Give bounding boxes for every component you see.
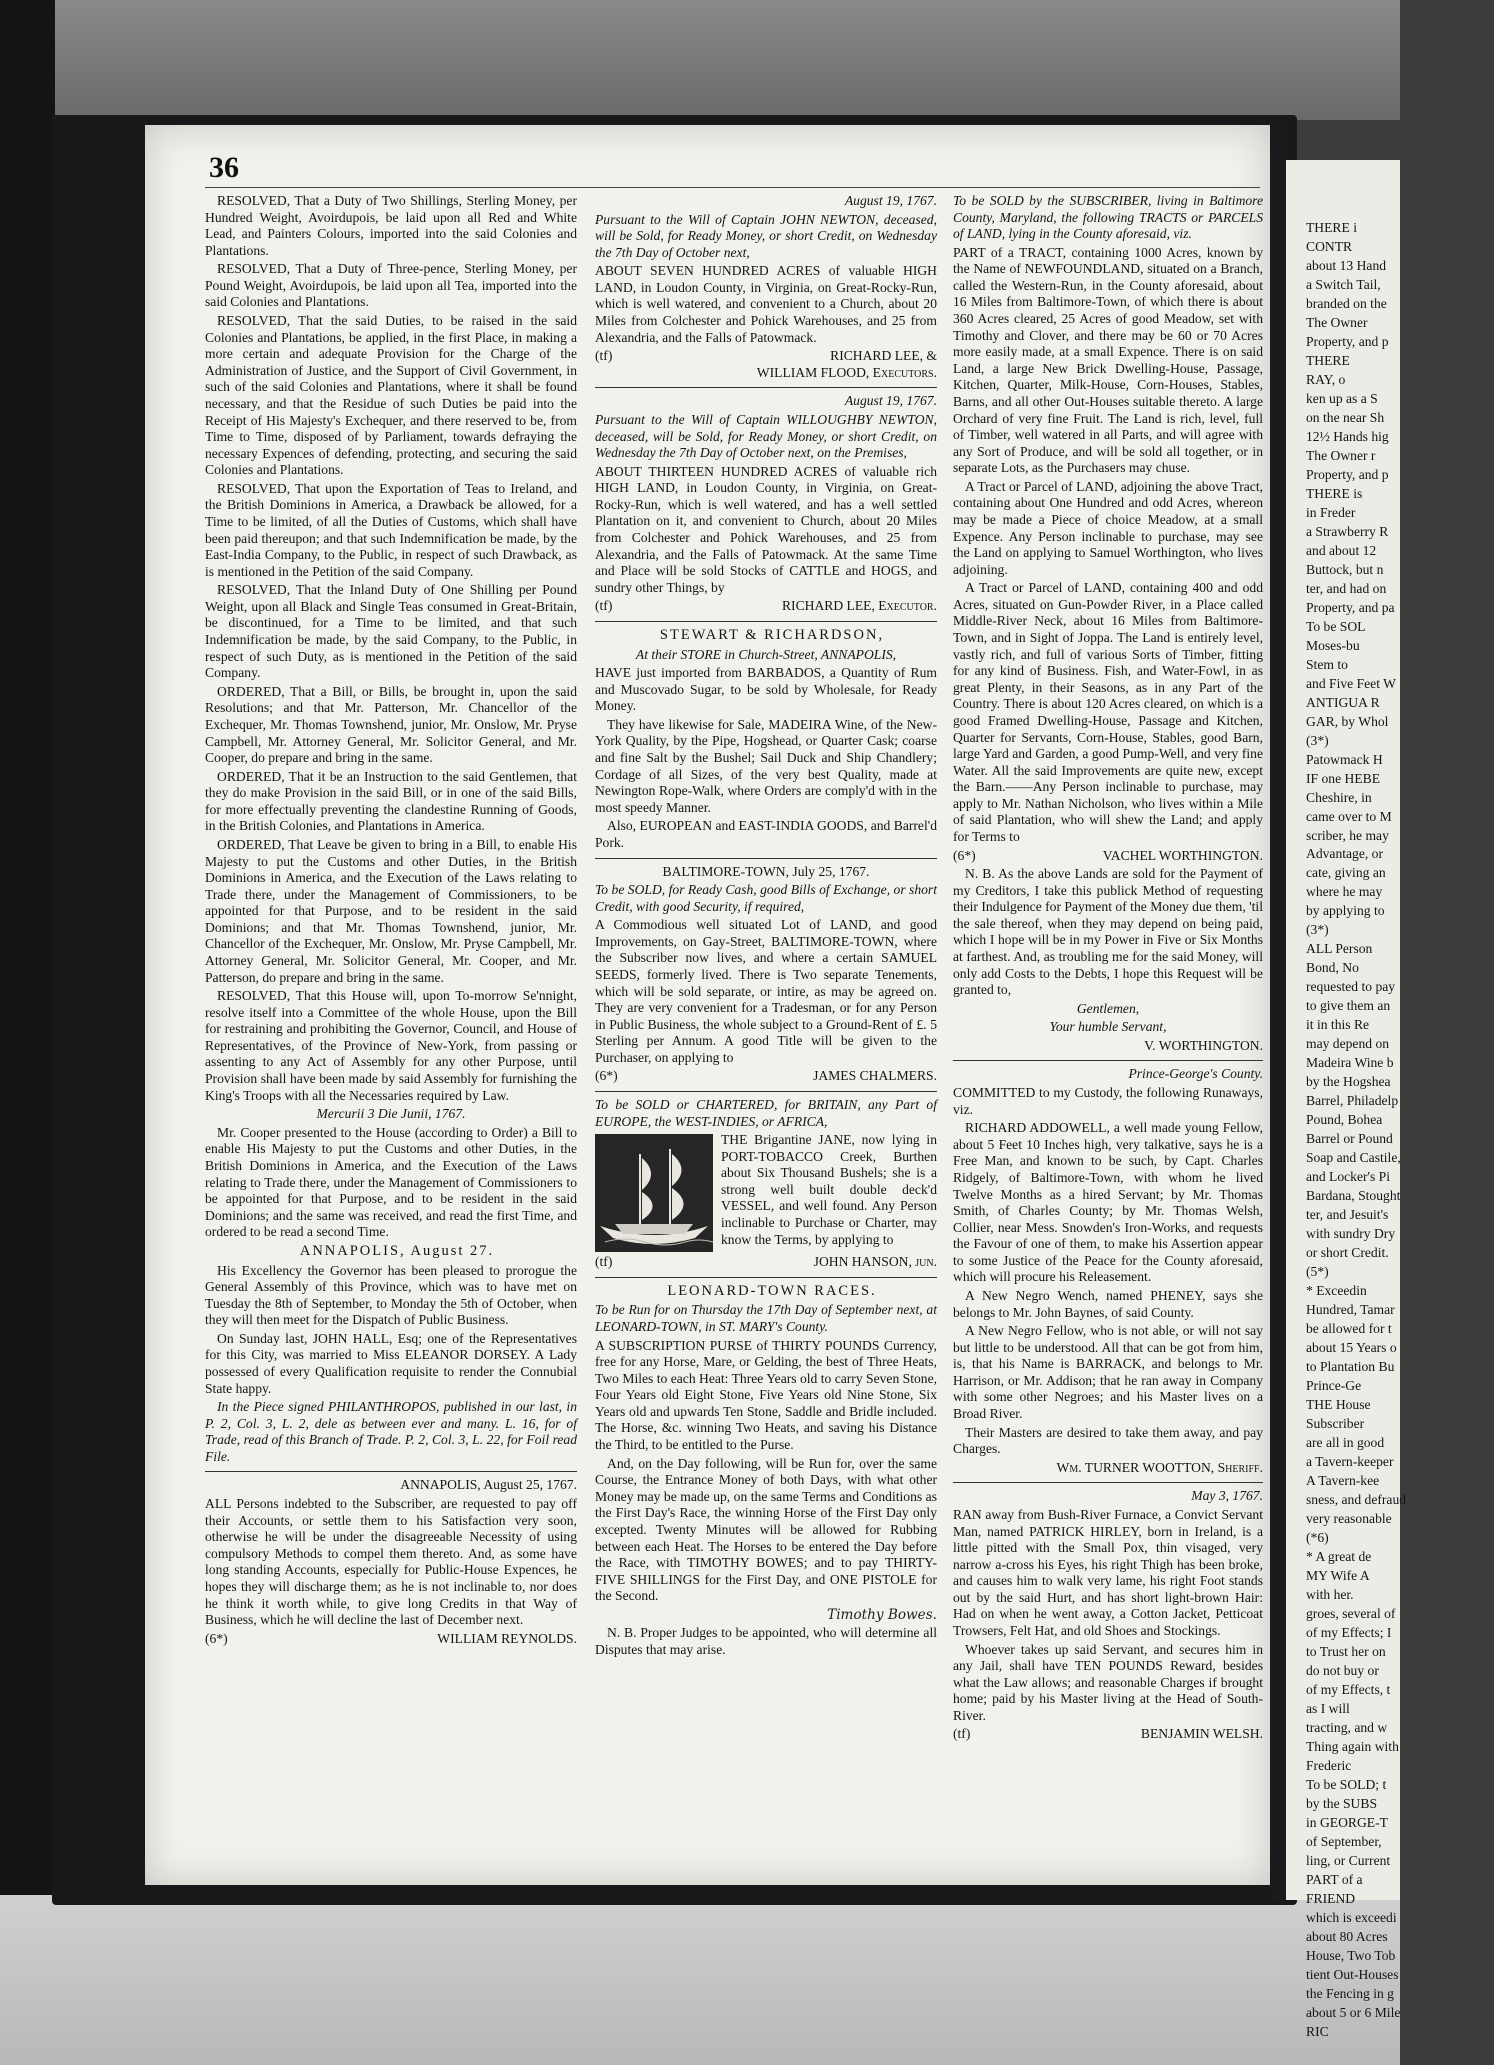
- fragment-line: and about 12: [1306, 542, 1377, 558]
- reynolds-dateline: ANNAPOLIS, August 25, 1767.: [400, 1477, 577, 1493]
- fragment-line: branded on the: [1306, 295, 1387, 311]
- fragment-line: Cheshire, in: [1306, 789, 1372, 805]
- fragment-line: about 80 Acres: [1306, 1928, 1388, 1944]
- fragment-line: Stem to: [1306, 656, 1348, 672]
- lee-date: August 19, 1767.: [844, 393, 937, 409]
- fragment-line: in Freder: [1306, 504, 1356, 520]
- fragment-line: of September,: [1306, 1833, 1382, 1849]
- fragment-line: ter, and Jesuit's: [1306, 1207, 1389, 1223]
- worthington-intro: To be SOLD by the SUBSCRIBER, living in Baltimore County, Maryland, the following TRACTS or PARCELS of LAND, lying in the County aforesaid, viz.: [953, 193, 1263, 242]
- fragment-line: Property, and p: [1306, 466, 1389, 482]
- fragment-line: 12½ Hands hig: [1306, 428, 1389, 444]
- separator-rule: [205, 1471, 577, 1472]
- ad-code: (tf): [595, 598, 613, 614]
- chalmers-signature: JAMES CHALMERS.: [813, 1068, 937, 1084]
- fragment-line: as I will: [1306, 1700, 1350, 1716]
- page-number: 36: [209, 151, 239, 184]
- wootton-body-3: A New Negro Wench, named PHENEY, says she belongs to Mr. John Baynes, of said County.: [953, 1288, 1263, 1320]
- wootton-body-5: Their Masters are desired to take them away, and pay Charges.: [953, 1424, 1263, 1457]
- fragment-line: MY Wife A: [1306, 1567, 1370, 1583]
- lee-intro: Pursuant to the Will of Captain WILLOUGHBY NEWTON, deceased, will be Sold, for Ready Money, or short Credit, on Wednesday the 7th Day of October next, on the Premises,: [595, 411, 937, 461]
- scan-background-bottom: [0, 1895, 1400, 2065]
- signature-line: RICHARD LEE, &: [830, 348, 937, 364]
- fragment-line: to Plantation Bu: [1306, 1359, 1395, 1375]
- welsh-body: RAN away from Bush-River Furnace, a Convict Servant Man, named PATRICK HIRLEY, born in Ireland, is a little pitted with the Small Pox, thin visaged, very narrow a-cross his Eyes, his right Thigh has been broke, and causes him to walk very lame, his right Foot stands out by the said Hurt, and has short light-brown Hair: Had on when he went away, a Cotton Jacket, Petticoat Trowsers, Felt Hat, and old Shoes and Stockings.: [953, 1506, 1263, 1638]
- fragment-line: with sundry Dry: [1306, 1226, 1396, 1242]
- fragment-line: Soap and Castile,: [1306, 1150, 1401, 1166]
- marriage-paragraph: On Sunday last, JOHN HALL, Esq; one of the Representatives for this City, was married to Miss ELEANOR DORSEY. A Lady possessed of every Qualification requisite to render the Connubial State happy.: [205, 1330, 577, 1396]
- welsh-date: May 3, 1767.: [1191, 1488, 1263, 1504]
- fragment-line: very reasonable: [1306, 1510, 1392, 1526]
- separator-rule: [953, 1482, 1263, 1483]
- cooper-paragraph: Mr. Cooper presented to the House (according to Order) a Bill to enable His Majesty to put the Customs and other Duties, in the British Dominions in America, and the Execution of the Laws relating to Trade there, under the Management of Commissioners to be appointed for that Purpose, and to be resident in the said Dominions; and the same was received, and read the first Time, and ordered to be read a second Time.: [205, 1124, 577, 1240]
- lee-flood-date: August 19, 1767.: [844, 193, 937, 208]
- chalmers-intro: To be SOLD, for Ready Cash, good Bills of Exchange, or short Credit, with good Security, if required,: [595, 882, 937, 914]
- ad-code: (6*): [595, 1068, 618, 1084]
- fragment-line: ken up as a S: [1306, 390, 1378, 406]
- resolution-paragraph: RESOLVED, That upon the Exportation of Teas to Ireland, and the British Dominions in America, a Drawback be allowed, for a Time to be limited, of all the Duties of Customs, which shall have been paid thereupon; and that such Indemnification be made, by the East-India Company, to the Public, in respect of such Drawback, as is mentioned in the Petition of the said Company.: [205, 480, 577, 579]
- fragment-line: ter, and had on: [1306, 580, 1387, 596]
- welsh-signature: BENJAMIN WELSH.: [1140, 1726, 1263, 1742]
- errata-note: In the Piece signed PHILANTHROPOS, published in our last, in P. 2, Col. 3, L. 2, dele as between ever and many. L. 16, for of Trade, read of this Branch of Trade. P. 2, Col. 3, L. 22, for Foil read File.: [205, 1399, 577, 1464]
- column-1: [205, 193, 577, 1873]
- fragment-line: to Trust her on: [1306, 1643, 1386, 1659]
- fragment-line: by the Hogshea: [1306, 1074, 1391, 1090]
- fragment-line: Property, and pa: [1306, 599, 1395, 615]
- order-paragraph: ORDERED, That Leave be given to bring in a Bill, to enable His Majesty to put the Customs and other Duties, in the British Dominions in America, and the Execution of the Laws relating to Trade there, under the Management of Commissioners, to be appointed for that Purpose, and to be resident in the said Dominions; and that Mr. Thomas Townshend, junior, Mr. Chancellor of the Exchequer, Mr. Onslow, Mr. Pryse Campbell, Mr. Attorney General, Mr. Solicitor General, Mr. Cooper, and Mr. Patterson, do prepare and bring in the same.: [205, 836, 577, 985]
- fragment-line: a Switch Tail,: [1306, 276, 1381, 292]
- fragment-line: THERE: [1306, 352, 1350, 368]
- races-intro: To be Run for on Thursday the 17th Day of September next, at LEONARD-TOWN, in ST. MARY's County.: [595, 1302, 937, 1335]
- separator-rule: [595, 621, 937, 622]
- fragment-line: Madeira Wine b: [1306, 1055, 1394, 1071]
- wootton-signature: Wm. TURNER WOOTTON, Sheriff.: [1056, 1459, 1263, 1475]
- fragment-line: on the near Sh: [1306, 409, 1385, 425]
- order-paragraph: ORDERED, That it be an Instruction to the said Gentlemen, that they do make Provision in the said Bill, or in one of the said Bills, for more effectually preventing the clandestine Running of Goods, in the British Colonies, and Plantations in America.: [205, 768, 577, 834]
- chalmers-footer: [595, 1068, 937, 1085]
- lee-flood-body: ABOUT SEVEN HUNDRED ACRES of valuable HIGH LAND, in Loudon County, in Virginia, on Great-Rocky-Run, which is well watered, and convenient to a Church, about 20 Miles from Colchester and Pohick Warehouses, and 25 from Alexandria, and the Falls of Patowmack.: [595, 263, 937, 345]
- wootton-body-4: A New Negro Fellow, who is not able, or will not say but little to be understood. All that can be got from him, is, that his Name is BARRACK, and belongs to Mr. Harrison, or Mr. Addison; that he ran away in Company with some other Negroes; and his Master lives on a Broad River.: [953, 1323, 1263, 1422]
- fragment-line: THERE is: [1306, 485, 1363, 501]
- fragment-line: Frederic: [1306, 1757, 1352, 1773]
- fragment-line: A Tavern-kee: [1306, 1472, 1380, 1488]
- stewart-body-2: They have likewise for Sale, MADEIRA Wine, of the New-York Quality, by the Pipe, Hogshead, or Quarter Cask; coarse and fine Salt by the Bushel; Sail Duck and Ship Chandlery; Cordage of all Sizes, of the very best Quality, made at Newington Rope-Walk, where Orders are comply'd with in the most speedy Manner.: [595, 716, 937, 815]
- fragment-line: To be SOLD; t: [1306, 1776, 1387, 1792]
- separator-rule: [595, 387, 937, 388]
- fragment-line: are all in good: [1306, 1435, 1385, 1450]
- scan-background-top: [0, 0, 1400, 120]
- fragment-line: tient Out-Houses: [1306, 1966, 1399, 1982]
- stewart-body: HAVE just imported from BARBADOS, a Quantity of Rum and Muscovado Sugar, to be sold by Wholesale, for Ready Money.: [595, 665, 937, 714]
- fragment-line: RAY, o: [1306, 371, 1346, 387]
- fragment-line: THE House: [1306, 1397, 1371, 1413]
- fragment-line: be allowed for t: [1306, 1321, 1392, 1337]
- fragment-line: ling, or Current: [1306, 1852, 1391, 1868]
- date-line: Mercurii 3 Die Junii, 1767.: [316, 1106, 466, 1122]
- separator-rule: [595, 858, 937, 859]
- fragment-line: in GEORGE-T: [1306, 1814, 1388, 1830]
- header-rule: [205, 187, 1260, 188]
- ship-woodcut-icon: [595, 1134, 713, 1252]
- welsh-footer: [953, 1726, 1263, 1743]
- annapolis-heading: ANNAPOLIS, August 27.: [299, 1242, 495, 1259]
- fragment-line: of my Effects; I: [1306, 1624, 1392, 1640]
- ad-code: (6*): [953, 847, 976, 863]
- fragment-line: tracting, and w: [1306, 1719, 1388, 1735]
- fragment-line: Barrel, Philadelp: [1306, 1093, 1399, 1109]
- ad-code: (6*): [205, 1630, 228, 1646]
- reynolds-footer: [205, 1631, 577, 1648]
- ad-code: (tf): [595, 348, 613, 364]
- fragment-line: ALL Person: [1306, 941, 1373, 957]
- fragment-line: Bardana, Stought: [1306, 1188, 1401, 1204]
- separator-rule: [595, 1091, 937, 1092]
- ad-code: (tf): [595, 1254, 613, 1270]
- resolution-paragraph: RESOLVED, That the said Duties, to be raised in the said Colonies and Plantations, be applied, in the first Place, in making a more certain and adequate Provision for the Charge of the Administration of Justice, and the Support of Civil Government, in such of the said Colonies and Plantations, where it shall be found necessary, and that the Residue of such Duties be paid into the Receipt of His Majesty's Exchequer, and there reserved to be, from Time to Time, disposed of by Parliament, towards defraying the necessary Expences of defending, protecting, and securing the said Colonies and Plantations.: [205, 313, 577, 478]
- fragment-line: Prince-Ge: [1306, 1378, 1362, 1394]
- fragment-line: THERE i: [1306, 220, 1357, 235]
- fragment-line: with her.: [1306, 1586, 1354, 1602]
- separator-rule: [953, 1060, 1263, 1061]
- ad-code: (tf): [953, 1726, 971, 1742]
- resolution-paragraph: RESOLVED, That a Duty of Two Shillings, Sterling Money, per Hundred Weight, Avoirdupois, be laid upon all Red and White Lead, and Painters Colours, imported into the said Colonies and Plantations.: [205, 193, 577, 258]
- fragment-line: came over to M: [1306, 808, 1392, 824]
- fragment-line: Subscriber: [1306, 1416, 1365, 1432]
- races-nb: N. B. Proper Judges to be appointed, who will determine all Disputes that may arise.: [595, 1625, 937, 1657]
- stewart-heading: STEWART & RICHARDSON,: [659, 626, 885, 643]
- hanson-intro: To be SOLD or CHARTERED, for BRITAIN, any Part of EUROPE, the WEST-INDIES, or AFRICA,: [595, 1097, 937, 1129]
- fragment-line: requested to pay: [1306, 979, 1396, 995]
- lee-footer: [595, 598, 937, 615]
- fragment-line: Buttock, but n: [1306, 561, 1384, 577]
- wootton-county: Prince-George's County.: [1128, 1066, 1263, 1082]
- fragment-line: RIC: [1306, 2023, 1329, 2039]
- worthington-body-3: A Tract or Parcel of LAND, containing 400 and odd Acres, situated on Gun-Powder River, in a Place called Middle-River Neck, about 16 Miles from Baltimore-Town, and in Sight of Joppa. The Land is entirely level, vastly rich, and full of various Sorts of Timber, fitting for any kind of Business. Fish, and Water-Fowl, in as great Plenty, in their Seasons, as in any Part of the Country. There is about 120 Acres cleared, on which is a good Framed Dwelling-House, Passage and Kitchen, Quarter for Servants, Corn-House, Stables, good Barn, large Yard and Garden, a good Pump-Well, and very fine Water. All the said Improvements are quite new, except the Barn.——Any Person inclinable to purchase, may apply to Mr. Nathan Nicholson, who lives within a Mile of said Plantation, who will shew the Land; and apply for Terms to: [953, 580, 1263, 844]
- resolution-paragraph: RESOLVED, That this House will, upon To-morrow Se'nnight, resolve itself into a Committee of the whole House, upon the Bill for restraining and prohibiting the Governor, Council, and House of Representatives, of the Province of New-York, from passing or assenting to any Act of Assembly for any other Purpose, until Provision shall have been made by said Assembly for furnishing the King's Troops with all the Necessaries required by Law.: [205, 988, 577, 1103]
- fragment-line: a Tavern-keeper: [1306, 1453, 1394, 1469]
- fragment-line: CONTR: [1306, 238, 1353, 254]
- scan-background-left: [0, 0, 55, 2065]
- fragment-line: scriber, he may: [1306, 827, 1389, 843]
- stewart-body-3: Also, EUROPEAN and EAST-INDIA GOODS, and Barrel'd Pork.: [595, 818, 937, 850]
- fragment-line: (*6): [1306, 1529, 1329, 1545]
- fragment-line: about 5 or 6 Mile: [1306, 2004, 1401, 2020]
- column-3: [953, 193, 1263, 1873]
- fragment-line: a Strawberry R: [1306, 523, 1389, 539]
- order-paragraph: ORDERED, That a Bill, or Bills, be brought in, upon the said Resolutions; and that Mr. Patterson, Mr. Chancellor of the Exchequer, Mr. Thomas Townshend, junior, Mr. Onslow, Mr. Pryse Campbell, Mr. Attorney General, Mr. Solicitor General, and Mr. Cooper, do prepare and bring in the same.: [205, 683, 577, 766]
- fragment-line: and Five Feet W: [1306, 675, 1396, 691]
- fragment-line: (5*): [1306, 1264, 1329, 1280]
- fragment-line: by the SUBS: [1306, 1795, 1378, 1811]
- wootton-body: COMMITTED to my Custody, the following Runaways, viz.: [953, 1085, 1263, 1117]
- fragment-line: Bond, No: [1306, 960, 1359, 976]
- handwritten-annotation: Timothy Bowes.: [827, 1606, 937, 1623]
- fragment-line: about 13 Hand: [1306, 257, 1387, 273]
- separator-rule: [595, 1277, 937, 1278]
- newspaper-page: [145, 125, 1270, 1885]
- fragment-line: The Owner: [1306, 314, 1368, 330]
- fragment-line: may depend on: [1306, 1036, 1390, 1052]
- races-body: A SUBSCRIPTION PURSE of THIRTY POUNDS Currency, free for any Horse, Mare, or Gelding, the best of Three Heats, Two Miles to each Heat: Three Years old to carry Seven Stone, Four Years old Eight Stone, Five Years old Nine Stone, Six Years old and upwards Ten Stone, Saddle and Bridle included. The Horse, &c. winning Two Heats, and saving his Distance the Third, to be entitled to the Purse.: [595, 1337, 937, 1453]
- fragment-line: about 15 Years o: [1306, 1340, 1397, 1356]
- fragment-line: and Locker's Pi: [1306, 1169, 1390, 1185]
- fragment-line: PART of a: [1306, 1871, 1363, 1887]
- lee-signature: RICHARD LEE, Executor.: [781, 598, 937, 614]
- fragment-line: The Owner r: [1306, 447, 1376, 463]
- chalmers-body: A Commodious well situated Lot of LAND, and good Improvements, on Gay-Street, BALTIMORE-TOWN, where the Subscriber now lives, and where a certain SAMUEL SEEDS, formerly lived. There is Two separate Tenements, which will be sold separate, or intire, as may be agreed on. They are very convenient for a Tradesman, or for any Person in Public Business, the whole subject to a Ground-Rent of £. 5 Sterling per Annum. A good Title will be given to the Purchaser, on applying to: [595, 917, 937, 1065]
- closing-line: Your humble Servant,: [1049, 1019, 1167, 1035]
- worthington-body-2: A Tract or Parcel of LAND, adjoining the above Tract, containing about One Hundred and odd Acres, whereon may be made a Piece of choice Meadow, at a small Expence. Any Person inclinable to purchase, may see the Land on applying to Samuel Worthington, who lives adjoining.: [953, 478, 1263, 577]
- resolution-paragraph: RESOLVED, That a Duty of Three-pence, Sterling Money, per Pound Weight, Avoirdupois, be laid upon all Tea, imported into the said Colonies and Plantations.: [205, 261, 577, 310]
- fragment-line: groes, several of: [1306, 1605, 1396, 1621]
- hanson-signature: JOHN HANSON, jun.: [813, 1254, 937, 1270]
- fragment-line: ANTIGUA R: [1306, 694, 1380, 710]
- column-2: [595, 193, 937, 1873]
- fragment-line: which is exceedi: [1306, 1909, 1397, 1925]
- races-heading: LEONARD-TOWN RACES.: [667, 1282, 877, 1299]
- races-body-2: And, on the Day following, will be Run for, over the same Course, the Entrance Money of both Days, with what other Money may be made up, on the same Terms and Conditions as the First Day's Race, the winning Horse of the First Day only excepted. Twenty Minutes will be allowed for Rubbing between each Heat. The Horses to be entered the Day before the Race, with TIMOTHY BOWES; and to pay THIRTY-FIVE SHILLINGS for the First Day, and ONE PISTOLE for the Second.: [595, 1455, 937, 1604]
- worthington-footer: [953, 848, 1263, 865]
- chalmers-date: BALTIMORE-TOWN, July 25, 1767.: [662, 863, 870, 879]
- hanson-body: THE Brigantine JANE, now lying in PORT-TOBACCO Creek, Burthen about Six Thousand Bushels; she is a strong well built double deck'd VESSEL, and well found. Any Person inclinable to Purchase or Charter, may know the Terms, by applying to: [721, 1132, 937, 1247]
- adjacent-page-fragment: [1286, 160, 1407, 2039]
- reynolds-signature: WILLIAM REYNOLDS.: [437, 1630, 577, 1646]
- fragment-line: FRIEND: [1306, 1890, 1356, 1906]
- worthington-signature-2: V. WORTHINGTON.: [1144, 1037, 1263, 1053]
- fragment-line: GAR, by Whol: [1306, 713, 1389, 729]
- fragment-line: of my Effects, t: [1306, 1681, 1391, 1697]
- fragment-line: Barrel or Pound: [1306, 1131, 1393, 1147]
- fragment-line: cate, giving an: [1306, 865, 1386, 881]
- fragment-line: Advantage, or: [1306, 846, 1384, 862]
- fragment-line: House, Two Tob: [1306, 1947, 1396, 1963]
- fragment-line: where he may: [1306, 884, 1383, 900]
- lee-flood-footer: [595, 348, 937, 381]
- resolution-paragraph: RESOLVED, That the Inland Duty of One Shilling per Pound Weight, upon all Black and Single Teas consumed in Great-Britain, be discontinued, for a Time to be limited, and that such Indemnification be made, by the said Company, to the Public, in respect of such Duty, as is mentioned in the Petition of the said Company.: [205, 582, 577, 681]
- lee-flood-signature: [757, 348, 937, 381]
- wootton-body-2: RICHARD ADDOWELL, a well made young Fellow, about 5 Feet 10 Inches high, very talkative, says he is a Free Man, and known to be such, by Capt. Charles Ridgely, of Baltimore-Town, with whom he lived Twelve Months as a hired Servant; by Mr. Thomas Smith, of Charles County; by Mr. Thomas Welsh, Collier, near Mess. Snowden's Iron-Works, and requests the Favour of one of them, to make his Assertion appear to some Justice of the Peace for the County aforesaid, which will procure his Releasement.: [953, 1120, 1263, 1285]
- fragment-line: sness, and defraud: [1306, 1491, 1407, 1507]
- fragment-line: or short Credit.: [1306, 1245, 1389, 1261]
- fragment-line: to give them an: [1306, 998, 1391, 1014]
- signature-line: WILLIAM FLOOD, Executors.: [756, 364, 937, 380]
- worthington-nb: N. B. As the above Lands are sold for the Payment of my Creditors, I take this publick Method of requesting their Indulgence for Payment of the Money due them, 'til the sale thereof, when they may depend on being paid, which I hope will be in my Power in Five or Six Months at farthest. And, as troubling me for the said Money, will only add Costs to the Debts, I hope this Request will be granted to,: [953, 866, 1263, 998]
- fragment-line: Property, and p: [1306, 333, 1389, 349]
- stewart-subheading: At their STORE in Church-Street, ANNAPOLIS,: [635, 646, 897, 662]
- fragment-line: Hundred, Tamar: [1306, 1302, 1395, 1318]
- lee-body: ABOUT THIRTEEN HUNDRED ACRES of valuable rich HIGH LAND, in Loudon County, in Virginia, on Great-Rocky-Run, which is well watered, and has a well settled Plantation on it, and convenient to Church, about 20 Miles from Colchester and Pohick Warehouses, and 25 from Alexandria, and the Falls of Patowmack. At the same Time and Place will be sold Stocks of CATTLE and HOGS, and sundry other Things, by: [595, 463, 937, 595]
- fragment-line: * Exceedin: [1306, 1283, 1367, 1299]
- fragment-line: Moses-bu: [1306, 637, 1360, 653]
- fragment-line: Pound, Bohea: [1306, 1112, 1383, 1128]
- adjacent-page-column: [1294, 220, 1494, 2043]
- hanson-footer: [595, 1254, 937, 1271]
- reynolds-ad: ALL Persons indebted to the Subscriber, are requested to pay off their Accounts, or settle them to his Satisfaction very soon, otherwise he will be under the disagreeable Necessity of using compulsory Methods to compel them thereto. And, as some have long standing Accounts, especially for Public-House Expences, he hopes they will discharge them; as he is not inclinable to, nor does he think it worth while, to give long Credits in that Way of Business, which he will decline the last of December next.: [205, 1496, 577, 1628]
- closing-line: Gentlemen,: [1076, 1000, 1140, 1016]
- fragment-line: To be SOL: [1306, 618, 1366, 634]
- fragment-line: it in this Re: [1306, 1017, 1370, 1033]
- welsh-body-2: Whoever takes up said Servant, and secures him in any Jail, shall have TEN POUNDS Reward, besides what the Law allows; and reasonable Charges if brought home; paid by his Master living at the Head of South-River.: [953, 1641, 1263, 1723]
- fragment-line: by applying to: [1306, 903, 1385, 919]
- fragment-line: * A great de: [1306, 1548, 1372, 1564]
- lee-flood-intro: Pursuant to the Will of Captain JOHN NEWTON, deceased, will be Sold, for Ready Money, or short Credit, on Wednesday the 7th Day of October next,: [595, 211, 937, 260]
- governor-paragraph: His Excellency the Governor has been pleased to prorogue the General Assembly of this Province, which was to have met on Tuesday the 8th of September, to Monday the 5th of October, when they will then meet for the Dispatch of Public Business.: [205, 1262, 577, 1328]
- fragment-line: do not buy or: [1306, 1662, 1379, 1678]
- fragment-line: (3*): [1306, 922, 1329, 938]
- fragment-line: (3*): [1306, 732, 1329, 748]
- fragment-line: Patowmack H: [1306, 751, 1383, 767]
- fragment-line: the Fencing in g: [1306, 1985, 1394, 2001]
- fragment-line: IF one HEBE: [1306, 770, 1381, 786]
- fragment-line: Thing again with: [1306, 1738, 1399, 1754]
- worthington-body-1: PART of a TRACT, containing 1000 Acres, known by the Name of NEWFOUNDLAND, situated on a Branch, called the Western-Run, in the County aforesaid, about 16 Miles from Baltimore-Town, of which there is about 360 Acres cleared, 25 Acres of good Meadow, set with Timothy and Clover, and there may be 60 or 70 Acres more easily made, at a small Expence. There is on said Land, a large New Brick Dwelling-House, Passage, Kitchen, Quarter, Milk-House, Corn-Houses, Stables, Barns, and all other Out-Houses suitable thereto. A large Orchard of very fine Fruit. The Land is rich, level, full of Timber, well watered in all Parts, and will agree with any Sort of Produce, and will be sold all together, or in separate Lots, as the Purchasers may chuse.: [953, 244, 1263, 476]
- worthington-signature: VACHEL WORTHINGTON.: [1102, 847, 1263, 863]
